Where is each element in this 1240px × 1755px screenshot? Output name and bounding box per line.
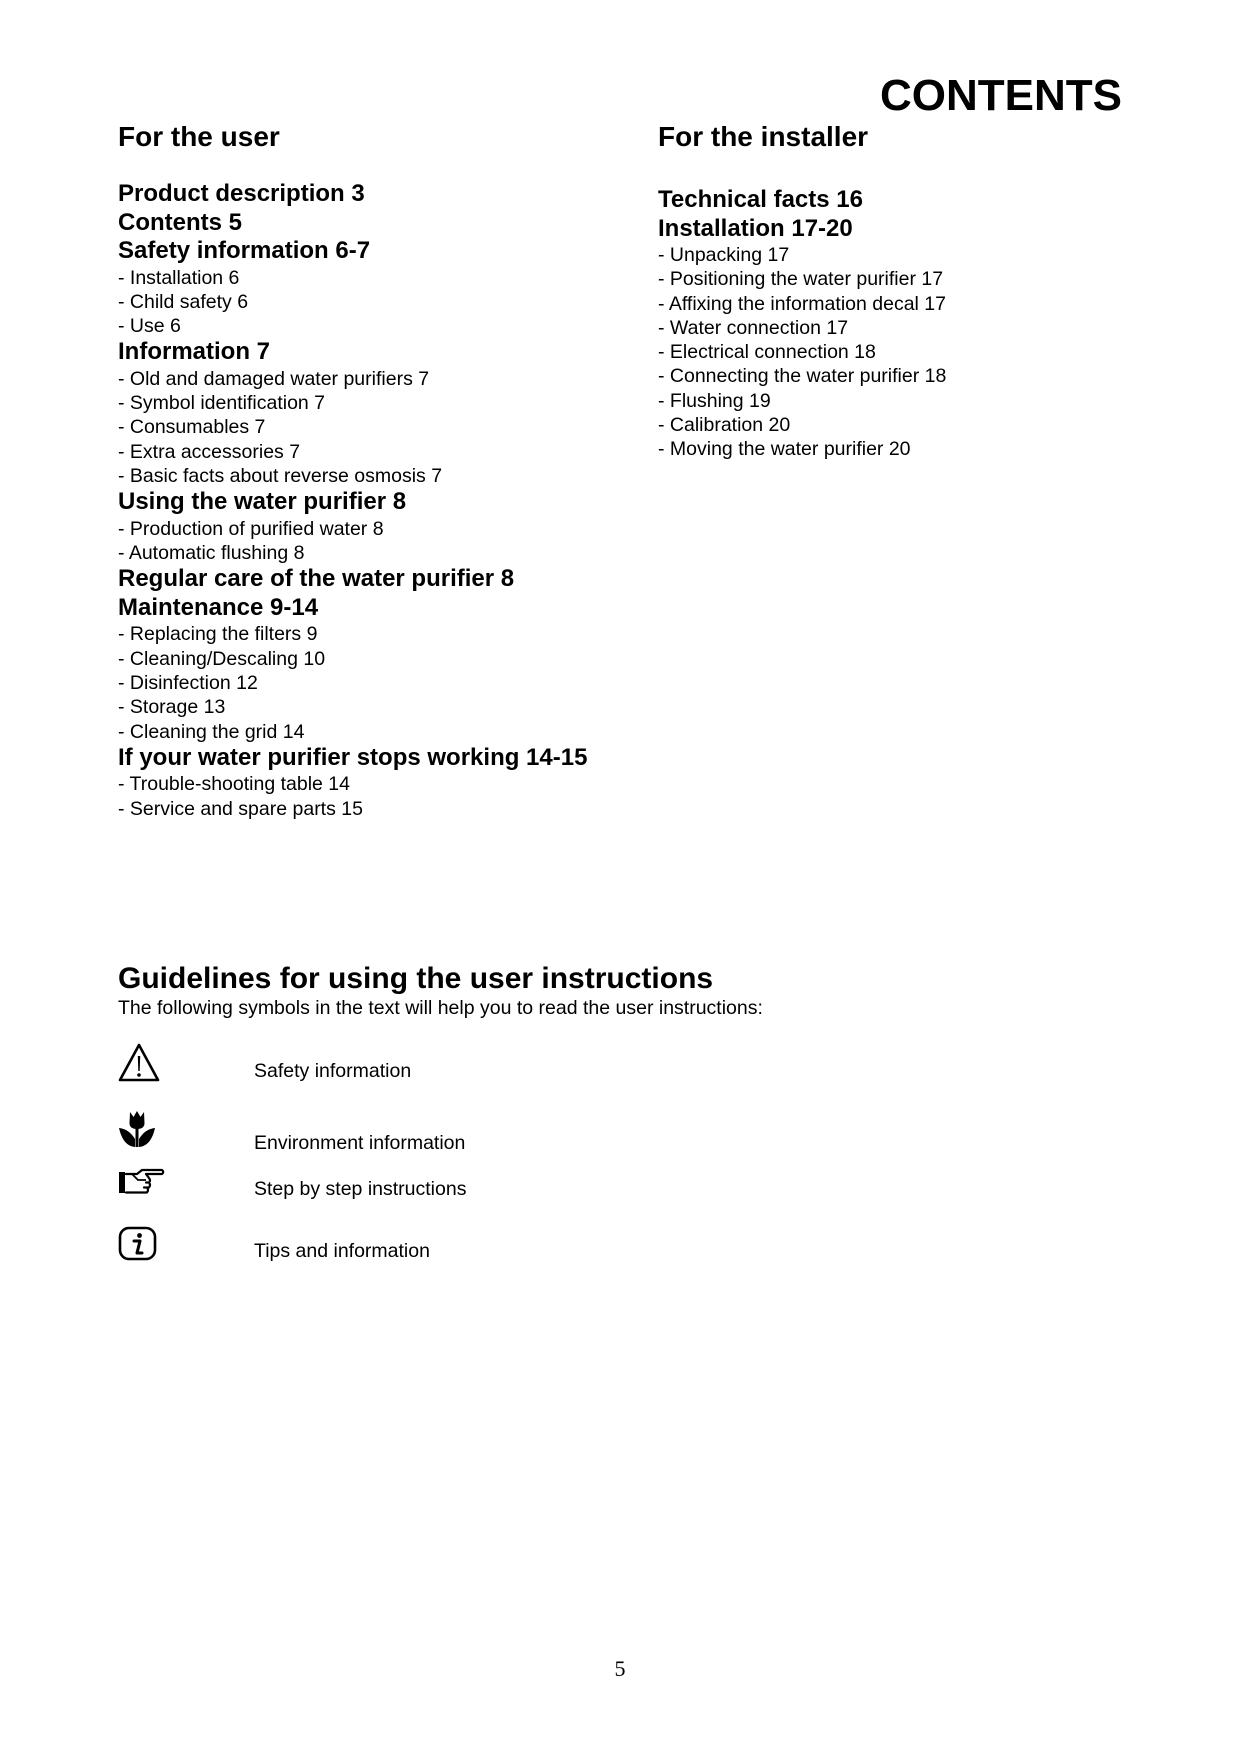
toc-subentry: - Replacing the filters 9 [118,623,318,646]
environment-flower-icon [118,1108,166,1152]
toc-entry: If your water purifier stops working 14-15 [118,743,588,771]
toc-entry: Contents 5 [118,208,243,236]
toc-subentry: - Unpacking 17 [658,244,790,266]
toc-subentry: - Basic facts about reverse osmosis 7 [118,465,443,488]
symbol-row-environment [118,1108,718,1152]
symbol-label-safety: Safety information [254,1060,412,1082]
toc-entry: Technical facts 16 [658,186,863,213]
toc-subentry: - Service and spare parts 15 [118,797,363,820]
toc-entry: Information 7 [118,338,271,366]
toc-entry: Regular care of the water purifier 8 [118,565,515,593]
toc-subentry: - Production of purified water 8 [118,517,384,540]
toc-entry: Maintenance 9-14 [118,593,319,621]
user-toc-list [118,180,587,821]
pointing-hand-icon [118,1164,166,1208]
toc-entry: Product description 3 [118,180,365,207]
installer-column-heading: For the installer [658,121,869,152]
toc-subentry: - Symbol identification 7 [118,392,326,415]
symbol-label-environment: Environment information [254,1132,466,1154]
toc-subentry: - Automatic flushing 8 [118,542,305,565]
toc-subentry: - Old and damaged water purifiers 7 [118,367,430,390]
info-icon [118,1224,166,1268]
toc-entry: Using the water purifier 8 [118,488,407,516]
toc-subentry: - Installation 6 [118,266,240,289]
toc-subentry: - Connecting the water purifier 18 [658,365,947,388]
toc-subentry: - Electrical connection 18 [658,341,876,364]
symbol-row-safety [118,1042,718,1086]
symbol-row-steps [118,1164,718,1208]
toc-subentry: - Disinfection 12 [118,672,258,695]
guidelines-section [118,962,1118,1262]
guidelines-heading: Guidelines for using the user instructions [118,962,714,995]
toc-subentry: - Cleaning the grid 14 [118,720,305,743]
toc-entry: Installation 17-20 [658,214,853,242]
toc-subentry: - Extra accessories 7 [118,440,301,463]
symbol-label-tips: Tips and information [254,1240,430,1262]
guidelines-intro: The following symbols in the text will help you to read the user instructions: [118,997,763,1019]
toc-subentry: - Positioning the water purifier 17 [658,268,944,291]
toc-subentry: - Flushing 19 [658,389,771,412]
page-title: CONTENTS [880,71,1122,120]
toc-subentry: - Water connection 17 [658,316,849,339]
toc-subentry: - Affixing the information decal 17 [658,292,946,315]
toc-entry: Safety information 6-7 [118,237,371,264]
toc-subentry: - Consumables 7 [118,416,266,439]
toc-subentry: - Moving the water purifier 20 [658,438,911,461]
toc-subentry: - Use 6 [118,315,181,338]
toc-subentry: - Cleaning/Descaling 10 [118,647,326,670]
symbol-label-steps: Step by step instructions [254,1178,467,1200]
toc-subentry: - Child safety 6 [118,290,249,313]
warning-triangle-icon [118,1042,166,1086]
installer-toc-list [658,186,946,462]
page-number: 5 [614,1656,626,1681]
toc-subentry: - Calibration 20 [658,414,791,437]
symbol-row-tips [118,1224,718,1268]
toc-subentry: - Storage 13 [118,696,226,719]
user-column-heading: For the user [118,121,280,152]
toc-subentry: - Trouble-shooting table 14 [118,773,350,796]
